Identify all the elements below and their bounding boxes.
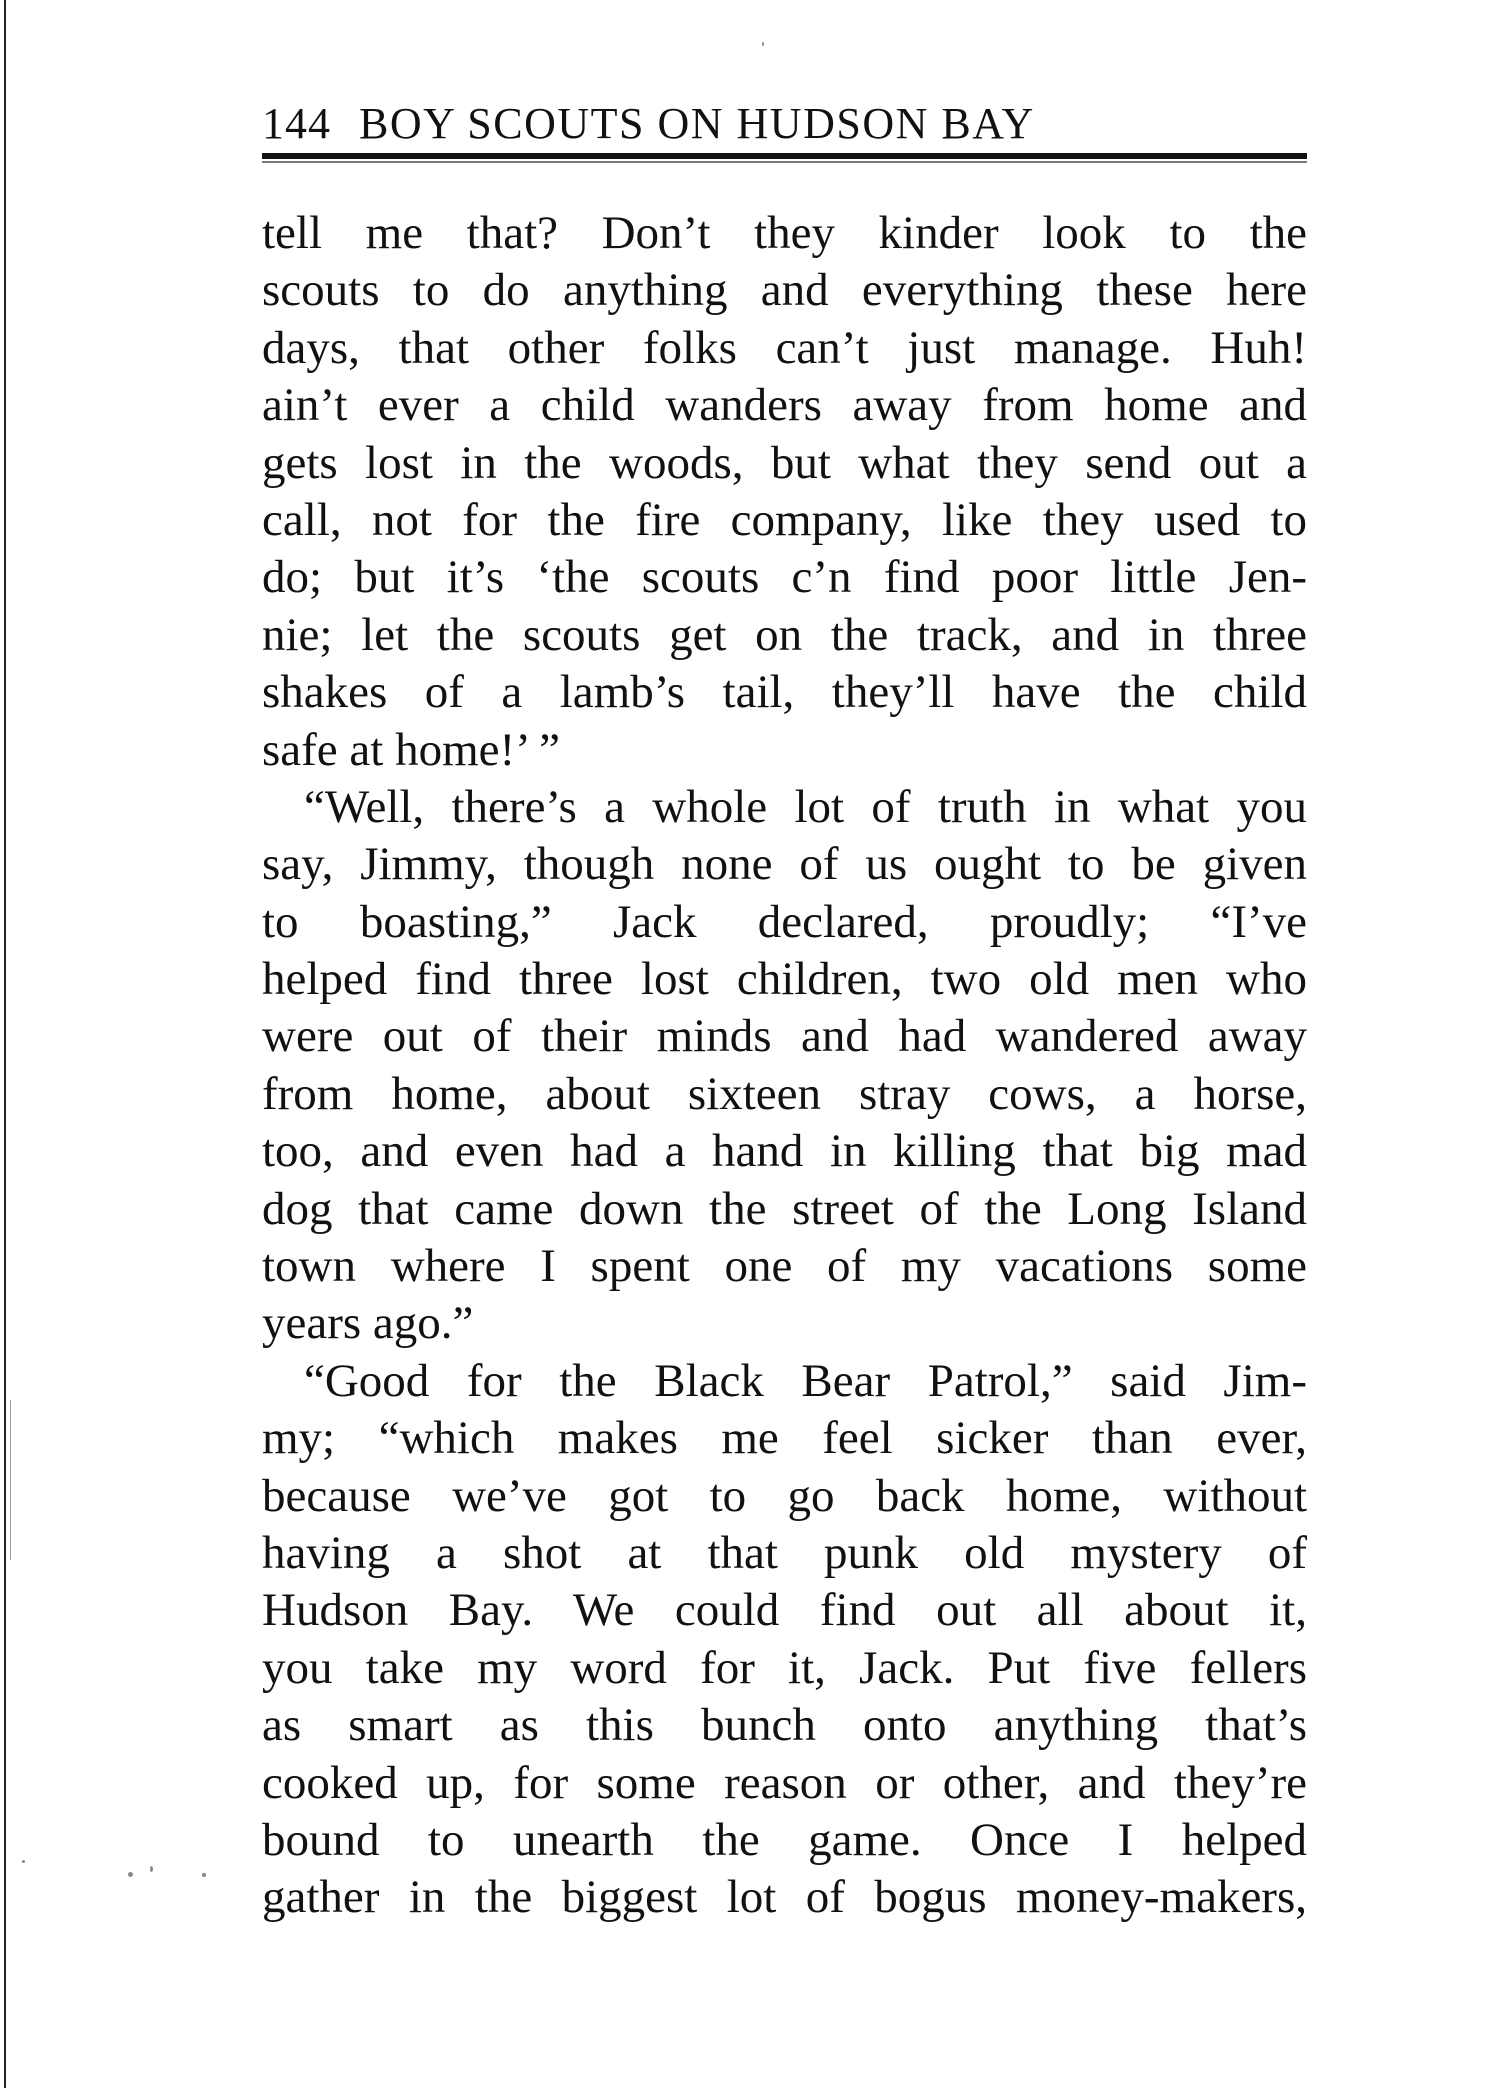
page-number: 144 [262,99,331,148]
text-line: call, not for the fire company, like they used to [262,493,1307,546]
text-line: years ago.” [262,1297,474,1350]
text-line: helped find three lost children, two old men who [262,953,1307,1006]
text-line: were out of their minds and had wandered away [262,1010,1307,1063]
header-rule-shadow [262,161,1307,163]
text-line: safe at home!’ ” [262,723,560,776]
text-line: tell me that? Don’t they kinder look to the [262,207,1307,259]
text-line: say, Jimmy, though none of us ought to be given [262,838,1307,891]
page-edge-shadow [4,0,6,2088]
running-header [262,98,1307,150]
text-line: “Well, there’s a whole lot of truth in what you [304,780,1307,833]
body-text [262,205,1307,1927]
text-line: from home, about sixteen stray cows, a horse, [262,1067,1307,1120]
text-line: “Good for the Black Bear Patrol,” said Jim- [304,1354,1307,1407]
scan-speck [202,1873,206,1877]
text-line: town where I spent one of my vacations some [262,1240,1307,1293]
text-line: my; “which makes me feel sicker than ever, [262,1412,1307,1465]
scan-speck [762,42,764,46]
text-line: too, and even had a hand in killing that big mad [262,1125,1307,1178]
text-line: Hudson Bay. We could find out all about it, [262,1584,1307,1637]
header-rule [262,153,1307,159]
text-line: because we’ve got to go back home, without [262,1469,1307,1522]
text-line: bound to unearth the game. Once I helped [262,1813,1307,1866]
running-title: BOY SCOUTS ON HUDSON BAY [359,99,1035,148]
text-line: do; but it’s ‘the scouts c’n find poor little Jen- [262,551,1307,604]
text-line: to boasting,” Jack declared, proudly; “I’ve [262,895,1307,948]
text-line: gather in the biggest lot of bogus money-makers, [262,1871,1307,1924]
text-line: as smart as this bunch onto anything that’s [262,1699,1307,1752]
text-line: dog that came down the street of the Long Island [262,1182,1307,1235]
text-line: cooked up, for some reason or other, and they’re [262,1756,1307,1809]
page-edge-mark [10,1400,11,1560]
text-line: ain’t ever a child wanders away from home and [262,379,1307,432]
text-line: scouts to do anything and everything these here [262,264,1307,317]
text-line: gets lost in the woods, but what they send out a [262,436,1307,489]
text-line: shakes of a lamb’s tail, they’ll have the child [262,666,1307,719]
text-line: days, that other folks can’t just manage. Huh! [262,321,1307,374]
text-line: having a shot at that punk old mystery of [262,1526,1307,1579]
scan-speck [22,1860,25,1863]
scan-speck [150,1866,153,1872]
scan-speck [128,1872,133,1877]
text-line: you take my word for it, Jack. Put five fellers [262,1641,1307,1694]
text-line: nie; let the scouts get on the track, and in three [262,608,1307,661]
